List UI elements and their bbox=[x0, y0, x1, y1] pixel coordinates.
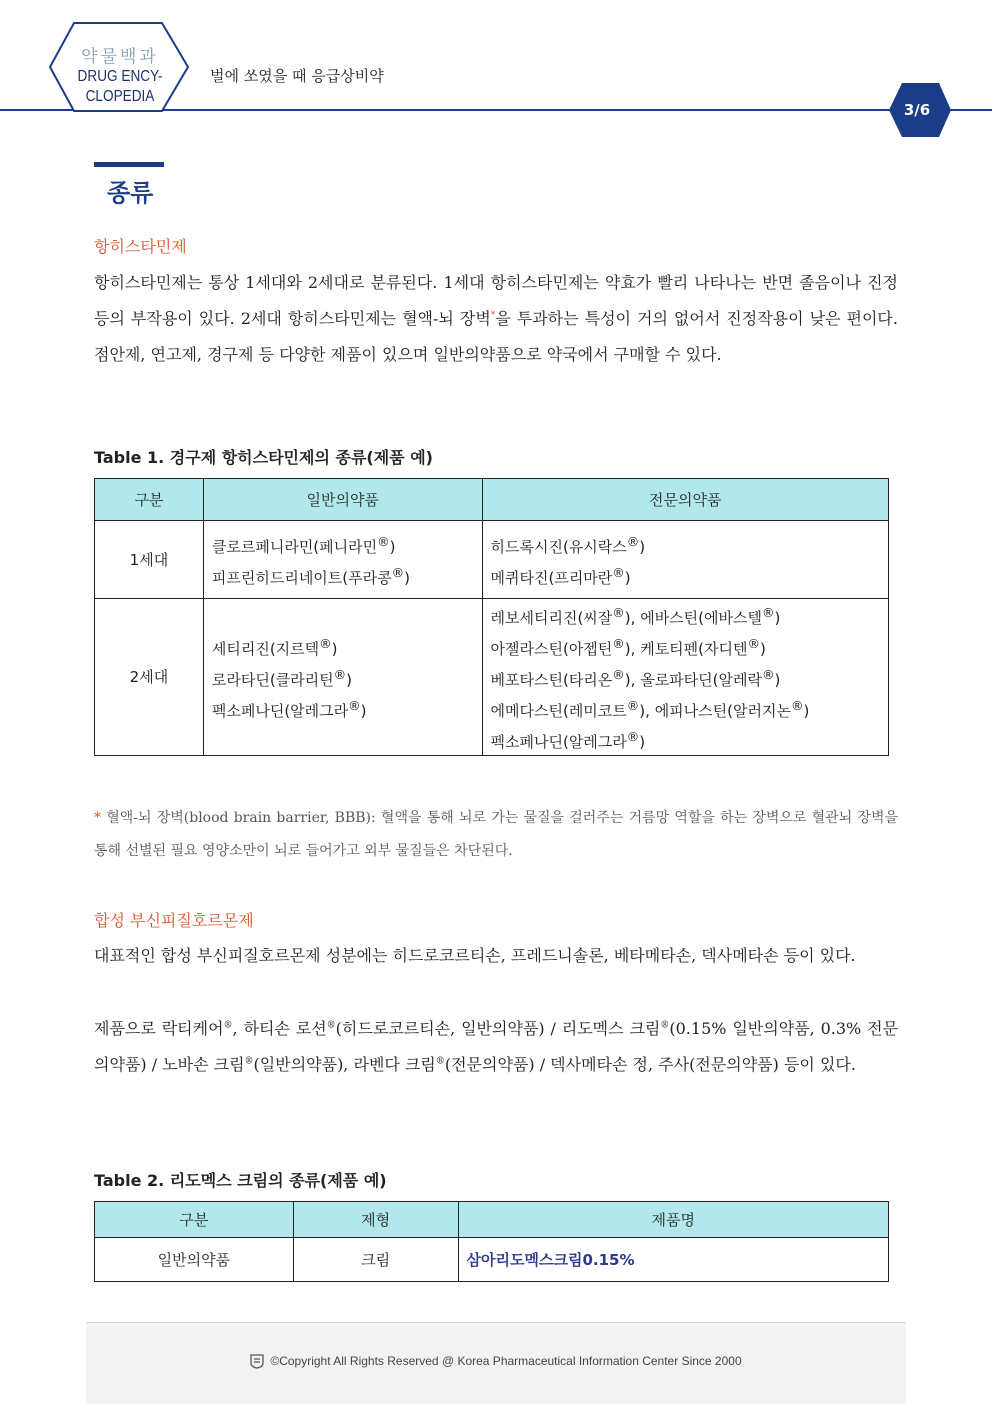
table1 bbox=[94, 478, 889, 756]
footer-text: ©Copyright All Rights Reserved @ Korea Pharmaceutical Information Center Since 2000 bbox=[270, 1354, 742, 1368]
antihistamine-text-part1: 항히스타민제는 통상 1세대와 2세대로 분류된다. 1세대 항히스타민제는 약효가 빨리 나타나는 반면 졸음이나 진정 등의 부작용이 있다. 2세대 항히스타민제는 혈액-뇌 장벽 bbox=[94, 273, 898, 328]
table1-header-category: 구분 bbox=[95, 479, 204, 521]
table1-header-rx: 전문의약품 bbox=[482, 479, 888, 521]
logo-korean: 약물백과 bbox=[81, 47, 159, 67]
table-row bbox=[95, 521, 889, 599]
table1-header-row bbox=[95, 479, 889, 521]
drug-entry: 레보세티리진(씨잘®), 에바스틴(에바스텔®) bbox=[490, 604, 781, 627]
page-number-badge: 3/6 bbox=[903, 101, 931, 119]
page-footer bbox=[86, 1322, 906, 1404]
footnote-text: 혈액-뇌 장벽(blood brain barrier, BBB): 혈액을 통해 뇌로 가는 물질을 걸러주는 거름망 역할을 하는 장벽으로 혈관뇌 장벽을 통해 선별된 필요 영양소만이 뇌로 들어가고 외부 물질들은 차단된다. bbox=[94, 810, 899, 859]
table1-row2-rx bbox=[482, 599, 888, 756]
drug-entry: 아젤라스틴(아젭틴®), 케토티펜(자디텐®) bbox=[490, 635, 766, 658]
logo-english-line2: CLOPEDIA bbox=[85, 88, 155, 105]
table1-row2-otc bbox=[203, 599, 482, 756]
page-header bbox=[0, 0, 992, 140]
drug-entry: 에메다스틴(레미코트®), 에피나스틴(알러지논®) bbox=[490, 697, 810, 720]
drug-entry: 로라타딘(클라리틴®) bbox=[211, 666, 353, 689]
table2-form: 크림 bbox=[293, 1238, 458, 1282]
table1-row2-category: 2세대 bbox=[95, 599, 204, 756]
kpic-logo-icon bbox=[250, 1354, 264, 1369]
logo-english-line1: DRUG ENCY- bbox=[77, 68, 163, 85]
table2-caption: Table 2. 리도멕스 크림의 종류(제품 예) bbox=[94, 1171, 387, 1190]
drug-entry: 펙소페나딘(알레그라®) bbox=[211, 697, 367, 720]
table1-row1-otc bbox=[203, 521, 482, 599]
table1-row1-rx bbox=[482, 521, 888, 599]
footnote-marker: * bbox=[490, 310, 496, 321]
drug-entry: 피프린히드리네이트(푸라콩®) bbox=[211, 564, 410, 587]
corticosteroid-paragraph-2: 제품으로 락티케어®, 하티손 로션®(히드로코르티손, 일반의약품) / 리도멕스 크림®(0.15% 일반의약품, 0.3% 전문의약품) / 노바손 크림®(일반의약품), 라벤다 크림®(전문의약품) / 덱사메타손 정, 주사(전문의약품) 등이 있다. bbox=[94, 1019, 899, 1074]
table2-header-form: 제형 bbox=[293, 1202, 458, 1238]
corticosteroid-paragraph-1: 대표적인 합성 부신피질호르몬제 성분에는 히드로코르티손, 프레드니솔론, 베타메타손, 덱사메타손 등이 있다. bbox=[94, 946, 856, 965]
section-title: 종류 bbox=[107, 179, 154, 207]
corticosteroid-heading: 합성 부신피질호르몬제 bbox=[94, 911, 254, 930]
drug-entry: 메퀴타진(프리마란®) bbox=[490, 564, 631, 587]
table2-header-product: 제품명 bbox=[458, 1202, 888, 1238]
drug-entry: 클로르페니라민(페니라민®) bbox=[211, 533, 396, 556]
section-title-bar bbox=[94, 162, 164, 167]
antihistamine-text-part2: 을 투과하는 특성이 거의 없어서 진정작용이 낮은 편이다. 점안제, 연고제, 경구제 등 다양한 제품이 있으며 일반의약품으로 약국에서 구매할 수 있다. bbox=[94, 309, 898, 364]
footer-copyright bbox=[86, 1354, 906, 1369]
table1-caption: Table 1. 경구제 항히스타민제의 종류(제품 예) bbox=[94, 448, 433, 467]
table2-category: 일반의약품 bbox=[95, 1238, 294, 1282]
table-row bbox=[95, 599, 889, 756]
antihistamine-heading: 항히스타민제 bbox=[94, 237, 187, 256]
antihistamine-paragraph bbox=[94, 265, 898, 373]
table-row bbox=[95, 1238, 889, 1282]
product-link[interactable]: 삼아리도멕스크림0.15% bbox=[466, 1251, 635, 1269]
table2-header-row bbox=[95, 1202, 889, 1238]
drug-entry: 베포타스틴(타리온®), 올로파타딘(알레락®) bbox=[490, 666, 781, 689]
table1-header-otc: 일반의약품 bbox=[203, 479, 482, 521]
table2 bbox=[94, 1201, 889, 1282]
drug-entry: 세티리진(지르텍®) bbox=[211, 635, 338, 658]
table1-row1-category: 1세대 bbox=[95, 521, 204, 599]
drug-entry: 히드록시진(유시락스®) bbox=[490, 533, 646, 556]
footnote-star: * bbox=[94, 810, 101, 826]
drug-entry: 펙소페나딘(알레그라®) bbox=[490, 728, 646, 751]
document-title: 벌에 쏘였을 때 응급상비약 bbox=[210, 67, 384, 85]
footnote bbox=[94, 802, 898, 868]
table2-header-category: 구분 bbox=[95, 1202, 294, 1238]
